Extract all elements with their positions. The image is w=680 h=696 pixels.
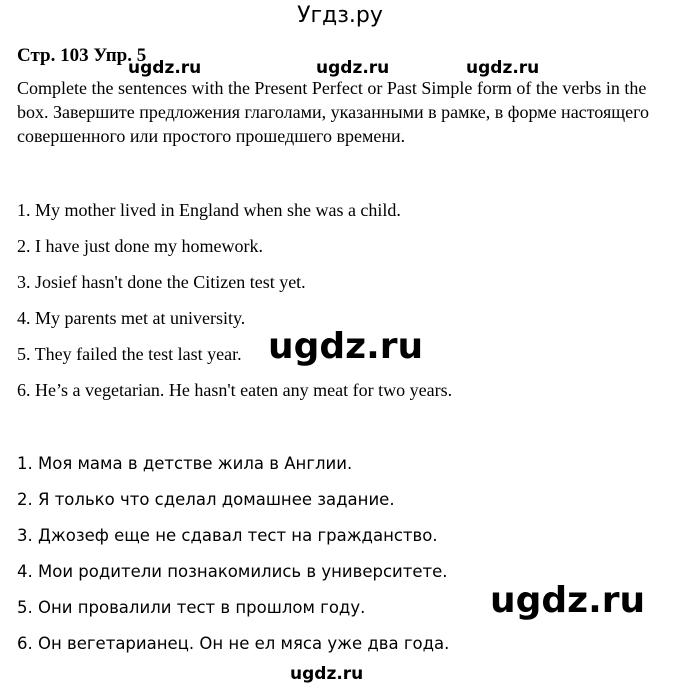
russian-sentences-list: [17, 452, 449, 668]
list-item: 6. Он вегетарианец. Он не ел мяса уже два года.: [17, 634, 450, 653]
list-item: 5. They failed the test last year.: [17, 344, 242, 364]
list-item: 5. Они провалили тест в прошлом году.: [17, 598, 366, 617]
list-item: 1. Моя мама в детстве жила в Англии.: [17, 454, 353, 473]
list-item: 4. Мои родители познакомились в университете.: [17, 562, 448, 581]
english-sentences-list: [17, 198, 452, 414]
watermark: ugdz.ru: [128, 58, 202, 78]
list-item: 3. Джозеф еще не сдавал тест на гражданство.: [17, 526, 438, 545]
watermark: ugdz.ru: [290, 664, 364, 684]
watermark: ugdz.ru: [268, 326, 424, 367]
list-item: 4. My parents met at university.: [17, 308, 246, 328]
list-item: 3. Josief hasn't done the Citizen test yet.: [17, 272, 306, 292]
site-title: Угдз.ру: [297, 3, 383, 28]
list-item: 6. He’s a vegetarian. He hasn't eaten any meat for two years.: [17, 380, 453, 400]
watermark: ugdz.ru: [316, 58, 390, 78]
list-item: 2. I have just done my homework.: [17, 236, 263, 256]
exercise-instructions: Complete the sentences with the Present Perfect or Past Simple form of the verbs in the box. Завершите предложения глаголами, указанными в рамке, в форме настоящего совершенного или простого прошедшего времени.: [17, 78, 650, 146]
watermark: ugdz.ru: [466, 58, 540, 78]
list-item: 2. Я только что сделал домашнее задание.: [17, 490, 395, 509]
list-item: 1. My mother lived in England when she was a child.: [17, 200, 401, 220]
exercise-heading: Стр. 103 Упр. 5: [17, 45, 147, 66]
watermark: ugdz.ru: [490, 580, 646, 621]
